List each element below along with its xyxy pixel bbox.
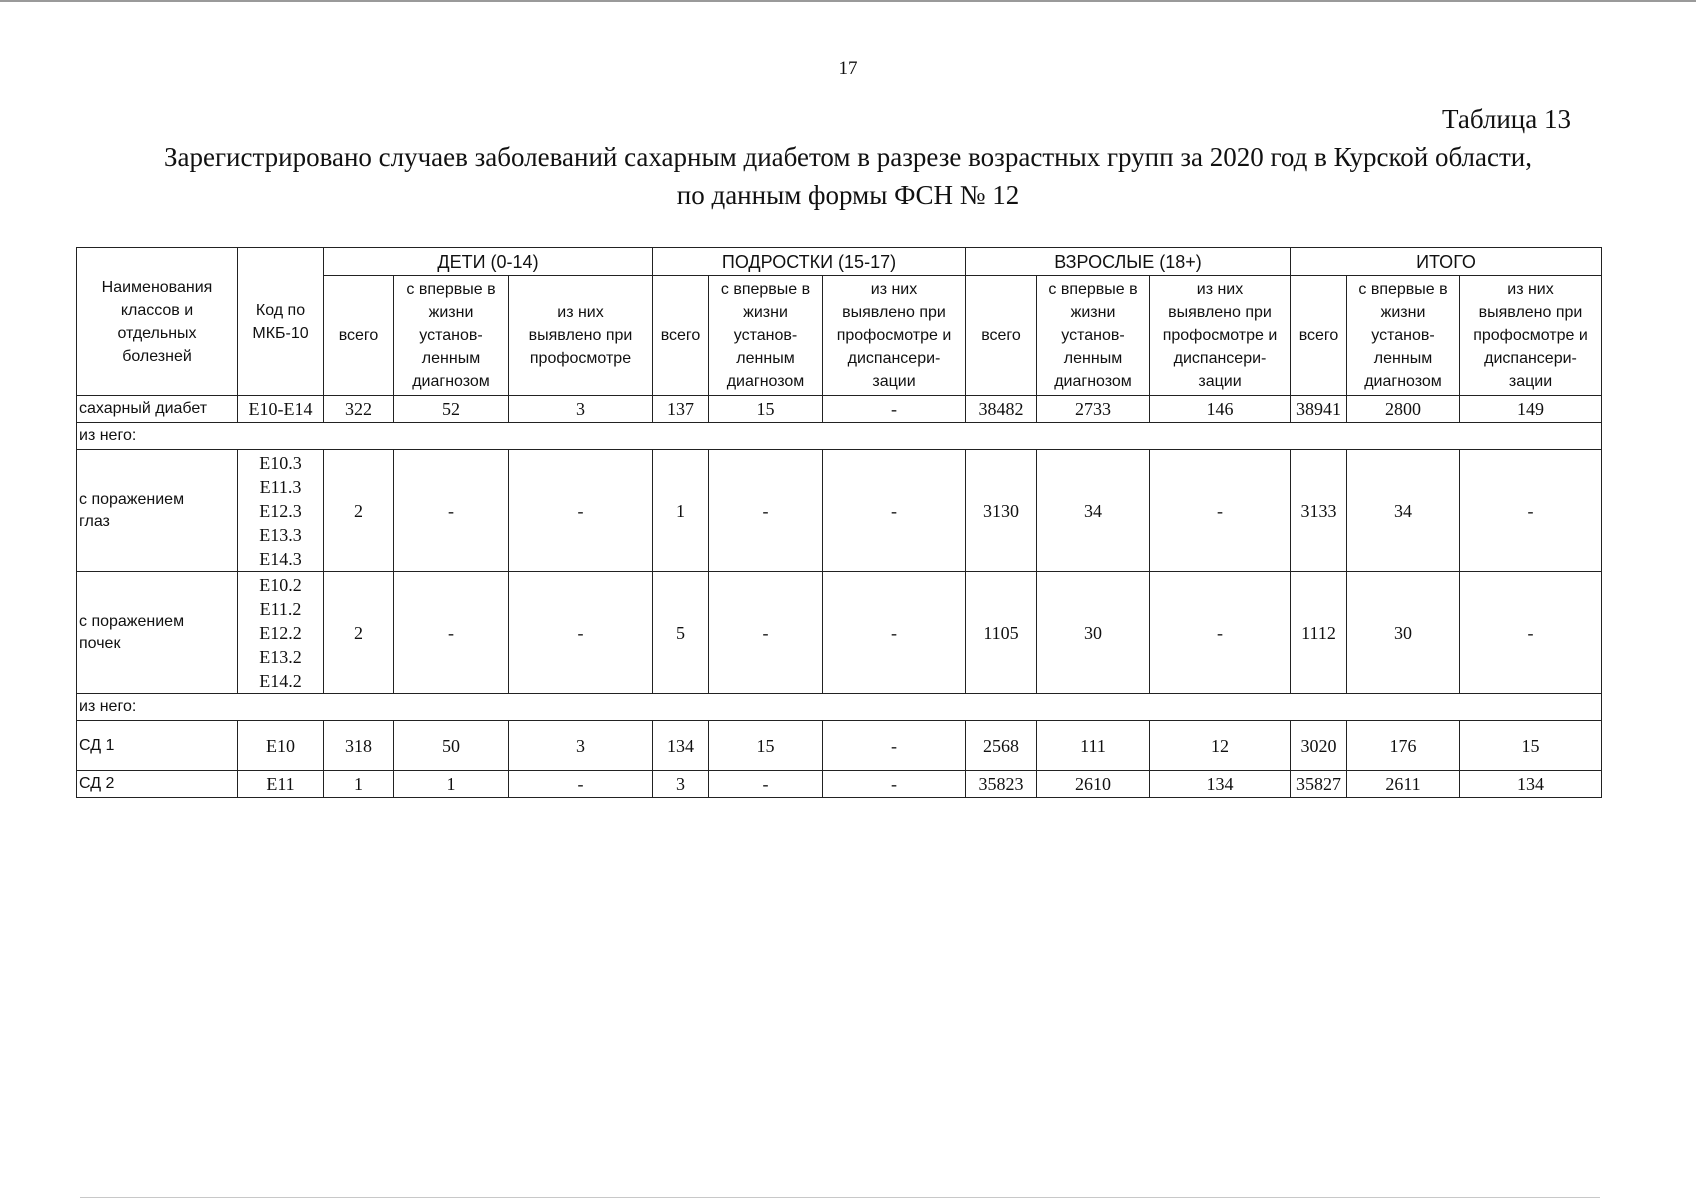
group-children: ДЕТИ (0-14) — [324, 248, 653, 276]
header-first-time: с впервые в жизни установ- ленным диагнозом — [709, 276, 823, 396]
subheader-label: из него: — [77, 694, 1602, 721]
table-row — [77, 771, 1602, 798]
table-cell: - — [1150, 450, 1291, 572]
table-cell: 3130 — [966, 450, 1037, 572]
table-cell: 3 — [509, 396, 653, 423]
table-cell: 2568 — [966, 721, 1037, 771]
table-cell: - — [823, 721, 966, 771]
table-cell: 2610 — [1037, 771, 1150, 798]
table-cell: - — [823, 396, 966, 423]
table-row — [77, 721, 1602, 771]
table-cell: - — [509, 450, 653, 572]
table-number: Таблица 13 — [1442, 104, 1571, 134]
table-cell: 149 — [1460, 396, 1602, 423]
table-cell: 35827 — [1291, 771, 1347, 798]
row-name: СД 1 — [77, 721, 238, 771]
table-cell: 318 — [324, 721, 394, 771]
table-cell: 3020 — [1291, 721, 1347, 771]
table-row — [77, 450, 1602, 572]
table-cell: 1 — [394, 771, 509, 798]
table-cell: - — [823, 771, 966, 798]
group-teenagers: ПОДРОСТКИ (15-17) — [653, 248, 966, 276]
table-cell: 146 — [1150, 396, 1291, 423]
table-cell: 134 — [1460, 771, 1602, 798]
group-total: ИТОГО — [1291, 248, 1602, 276]
title-line-1: Зарегистрировано случаев заболеваний сахарным диабетом в разрезе возрастных групп за 2020 год в Курской области, — [163, 142, 1532, 172]
row-name: с поражением глаз — [77, 450, 238, 572]
header-first-time: с впервые в жизни установ- ленным диагнозом — [1037, 276, 1150, 396]
row-name: с поражением почек — [77, 572, 238, 694]
table-cell: - — [709, 771, 823, 798]
row-code: E10-E14 — [238, 396, 324, 423]
table-cell: 2733 — [1037, 396, 1150, 423]
table-cell: 1 — [324, 771, 394, 798]
subheader-row — [77, 694, 1602, 721]
table-cell: 15 — [709, 396, 823, 423]
diabetes-table — [76, 247, 1602, 798]
table-cell: 12 — [1150, 721, 1291, 771]
table-cell: 35823 — [966, 771, 1037, 798]
header-total: всего — [324, 276, 394, 396]
table-cell: 34 — [1347, 450, 1460, 572]
table-cell: 176 — [1347, 721, 1460, 771]
table-cell: - — [709, 450, 823, 572]
table-cell: 1112 — [1291, 572, 1347, 694]
document-title — [100, 138, 1596, 214]
header-row-groups — [77, 248, 1602, 276]
table-cell: - — [394, 572, 509, 694]
header-total: всего — [653, 276, 709, 396]
table-cell: - — [1150, 572, 1291, 694]
row-code: E11 — [238, 771, 324, 798]
table-cell: 3 — [509, 721, 653, 771]
table-cell: - — [1460, 572, 1602, 694]
header-detected: из них выявлено при профосмотре и диспансери- зации — [823, 276, 966, 396]
header-first-time: с впервые в жизни установ- ленным диагнозом — [1347, 276, 1460, 396]
table-cell: - — [509, 572, 653, 694]
group-adults: ВЗРОСЛЫЕ (18+) — [966, 248, 1291, 276]
row-code: E10.3 E11.3 E12.3 E13.3 E14.3 — [238, 450, 324, 572]
header-name: Наименования классов и отдельных болезней — [77, 248, 238, 396]
table-cell: 3133 — [1291, 450, 1347, 572]
table-cell: - — [709, 572, 823, 694]
header-detected: из них выявлено при профосмотре и диспансери- зации — [1150, 276, 1291, 396]
top-border-line — [0, 0, 1696, 2]
header-total: всего — [966, 276, 1037, 396]
header-detected: из них выявлено при профосмотре — [509, 276, 653, 396]
diabetes-table-container — [76, 247, 1602, 798]
table-cell: 137 — [653, 396, 709, 423]
table-cell: 52 — [394, 396, 509, 423]
table-cell: - — [394, 450, 509, 572]
header-detected: из них выявлено при профосмотре и диспансери- зации — [1460, 276, 1602, 396]
row-name: СД 2 — [77, 771, 238, 798]
subheader-row — [77, 423, 1602, 450]
subheader-label: из него: — [77, 423, 1602, 450]
table-cell: 2800 — [1347, 396, 1460, 423]
table-cell: 322 — [324, 396, 394, 423]
row-name: сахарный диабет — [77, 396, 238, 423]
table-cell: 1105 — [966, 572, 1037, 694]
header-first-time: с впервые в жизни установ- ленным диагнозом — [394, 276, 509, 396]
header-code: Код по МКБ-10 — [238, 248, 324, 396]
table-cell: 38482 — [966, 396, 1037, 423]
row-code: E10.2 E11.2 E12.2 E13.2 E14.2 — [238, 572, 324, 694]
table-cell: 50 — [394, 721, 509, 771]
title-line-2: по данным формы ФСН № 12 — [676, 180, 1020, 210]
bottom-border-line — [80, 1197, 1600, 1198]
table-cell: 2611 — [1347, 771, 1460, 798]
table-row — [77, 572, 1602, 694]
header-total: всего — [1291, 276, 1347, 396]
table-cell: 2 — [324, 572, 394, 694]
table-cell: 38941 — [1291, 396, 1347, 423]
table-cell: 2 — [324, 450, 394, 572]
table-cell: 5 — [653, 572, 709, 694]
table-row — [77, 396, 1602, 423]
table-cell: 134 — [653, 721, 709, 771]
table-cell: 15 — [709, 721, 823, 771]
table-cell: 1 — [653, 450, 709, 572]
table-cell: - — [823, 450, 966, 572]
page-number: 17 — [838, 58, 858, 79]
row-code: E10 — [238, 721, 324, 771]
table-cell: - — [509, 771, 653, 798]
table-cell: 134 — [1150, 771, 1291, 798]
table-cell: 34 — [1037, 450, 1150, 572]
table-cell: 15 — [1460, 721, 1602, 771]
table-cell: 3 — [653, 771, 709, 798]
table-cell: - — [1460, 450, 1602, 572]
table-cell: - — [823, 572, 966, 694]
table-cell: 30 — [1037, 572, 1150, 694]
table-cell: 111 — [1037, 721, 1150, 771]
table-cell: 30 — [1347, 572, 1460, 694]
